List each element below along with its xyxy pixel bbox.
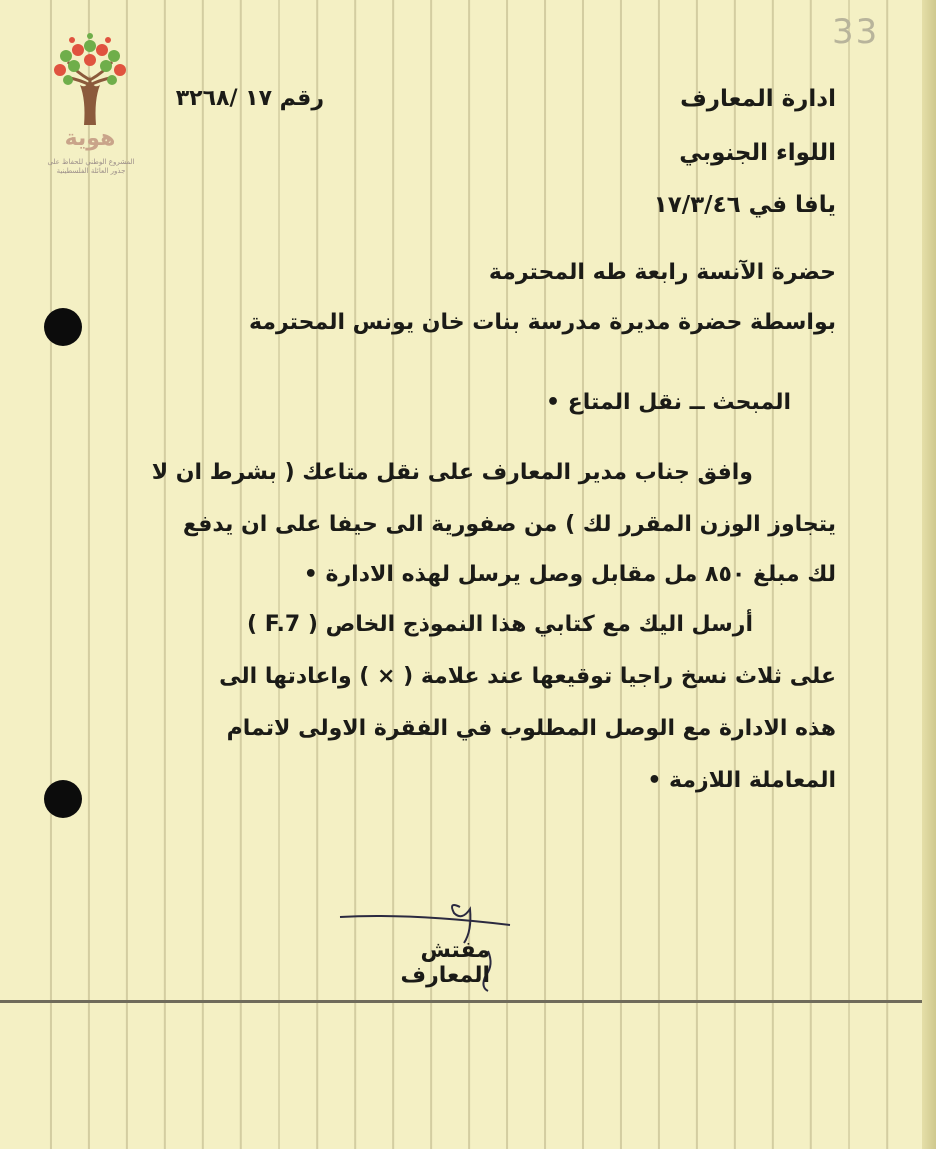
archive-page-number: 33: [832, 12, 880, 52]
punch-hole-top: [44, 308, 82, 346]
body-line-2: يتجاوز الوزن المقرر لك ) من صفورية الى حيفا على ان يدفع: [182, 512, 836, 537]
logo-tagline-line-1: المشروع الوطني للحفاظ على: [47, 158, 135, 166]
hawiyya-logo: [40, 30, 140, 190]
body-line-1: وافق جناب مدير المعارف على نقل متاعك ( بشرط ان لا: [151, 460, 753, 485]
bottom-rule: [0, 1000, 922, 1003]
recipient-line: حضرة الآنسة رابعة طه المحترمة: [488, 260, 836, 285]
body-line-6: هذه الادارة مع الوصل المطلوب في الفقرة الاولى لاتمام: [226, 716, 836, 741]
body-line-5: على ثلاث نسخ راجيا توقيعها عند علامة ( × ) واعادتها الى: [219, 664, 836, 689]
body-line-7: المعاملة اللازمة •: [647, 768, 836, 793]
page-edge-shadow: [922, 0, 936, 1149]
via-line: بواسطة حضرة مديرة مدرسة بنات خان يونس المحترمة: [248, 310, 836, 335]
reference-number: رقم ١٧ /٣٢٦٨: [175, 86, 324, 111]
place-date: يافا في ١٧/٣/٤٦: [653, 192, 836, 218]
body-line-3: لك مبلغ ٨٥٠ مل مقابل وصل يرسل لهذه الادارة •: [303, 562, 836, 587]
logo-tagline: [32, 158, 150, 176]
logo-tagline-line-2: جذور العائلة الفلسطينية: [56, 167, 126, 175]
subject-line: المبحث ــ نقل المتاع •: [546, 390, 791, 415]
body-line-4: أرسل اليك مع كتابي هذا النموذج الخاص ( F.7 ): [247, 612, 753, 637]
punch-hole-bottom: [44, 780, 82, 818]
signatory-title: مفتش المعارف: [400, 938, 490, 988]
office-name: ادارة المعارف: [680, 86, 836, 112]
family-tree-icon: [40, 30, 140, 130]
district-name: اللواء الجنوبي: [679, 140, 836, 166]
logo-name: هوية: [64, 126, 116, 151]
